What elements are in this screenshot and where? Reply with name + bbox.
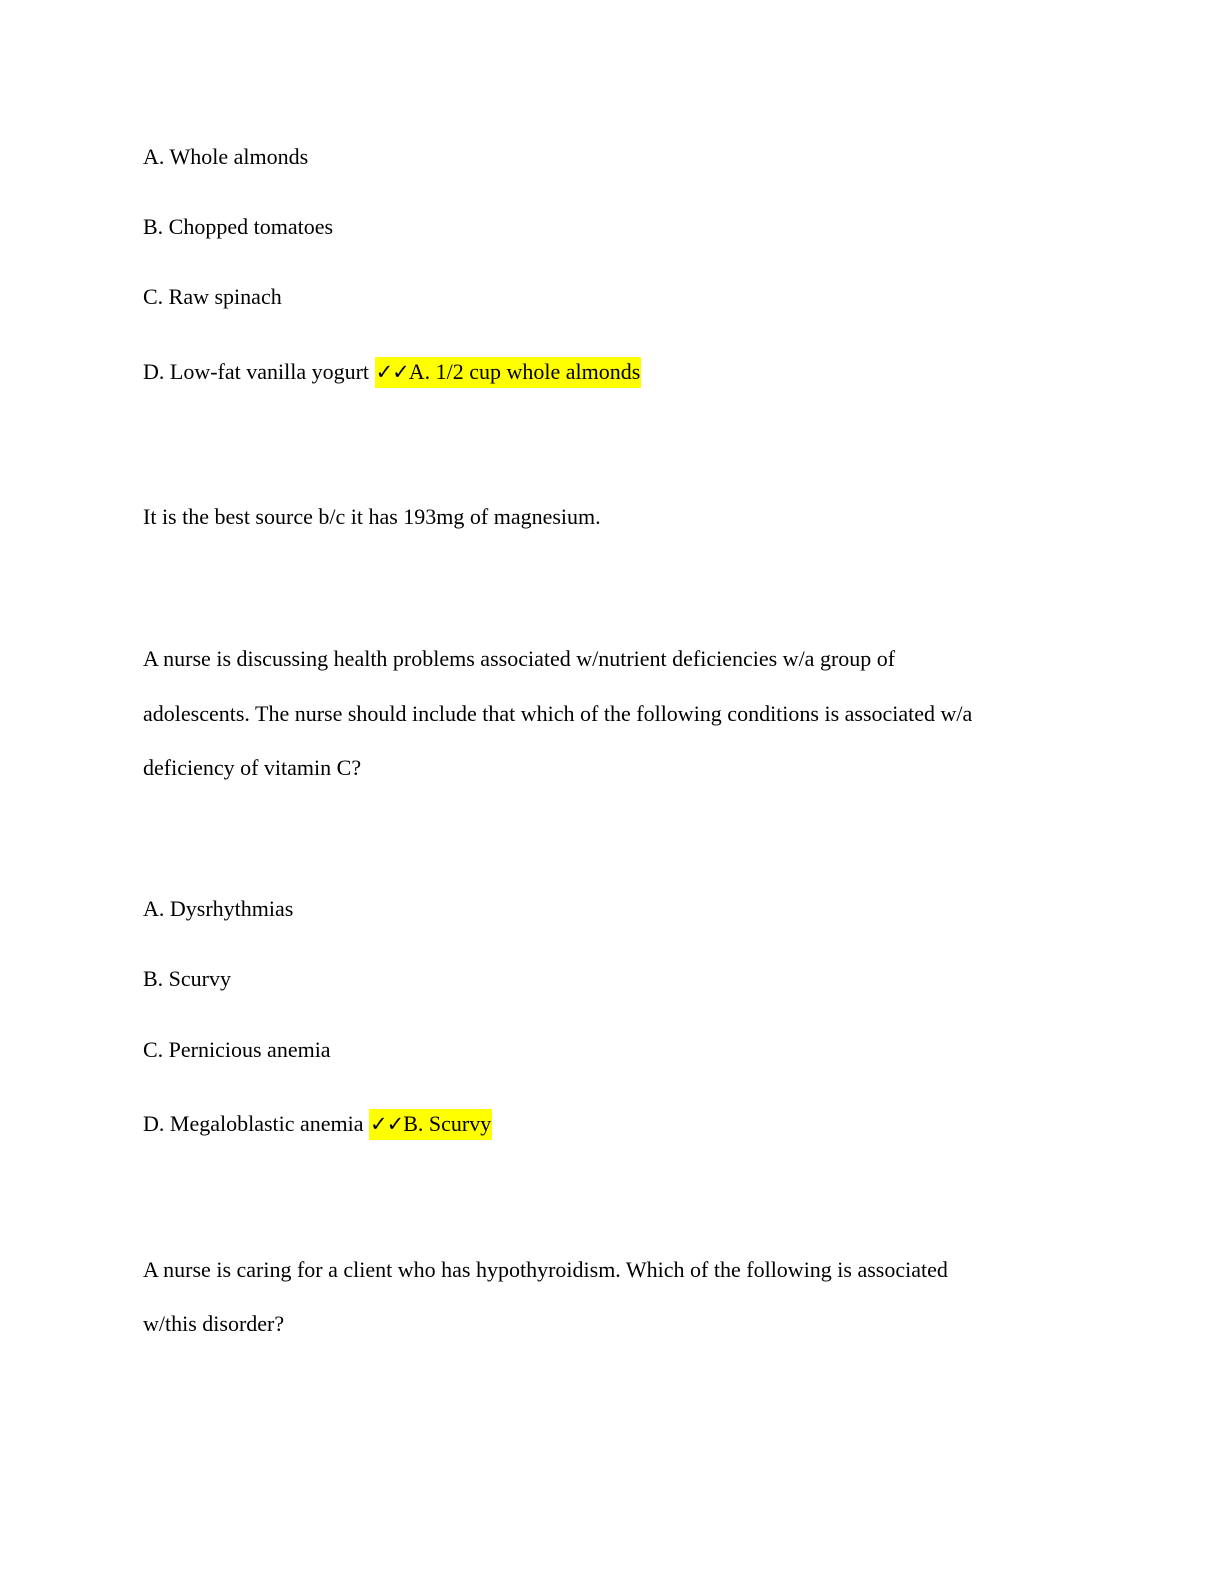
q1-option-b: B. Chopped tomatoes	[143, 214, 334, 239]
double-check-icon: ✓✓	[370, 1112, 404, 1136]
q3-stem-line-1: A nurse is caring for a client who has hypothyroidism. Which of the following is associated	[143, 1257, 948, 1282]
q1-answer-highlight	[375, 357, 642, 388]
q3-stem-line-2: w/this disorder?	[143, 1311, 285, 1336]
q1-rationale: It is the best source b/c it has 193mg of magnesium.	[143, 504, 601, 529]
q1-option-a: A. Whole almonds	[143, 144, 309, 169]
q1-option-d-line	[143, 361, 641, 383]
q2-option-d-line	[143, 1113, 492, 1135]
q2-option-b: B. Scurvy	[143, 966, 231, 991]
q2-stem-line-1: A nurse is discussing health problems associated w/nutrient deficiencies w/a group of	[143, 646, 896, 671]
q1-option-d: D. Low-fat vanilla yogurt	[143, 359, 375, 384]
q1-answer-text: A. 1/2 cup whole almonds	[408, 359, 641, 384]
q2-option-a: A. Dysrhythmias	[143, 896, 294, 921]
q2-option-d: D. Megaloblastic anemia	[143, 1111, 370, 1136]
q2-stem-line-2: adolescents. The nurse should include that which of the following conditions is associated w/a	[143, 701, 973, 726]
q2-option-c: C. Pernicious anemia	[143, 1037, 331, 1062]
q2-stem-line-3: deficiency of vitamin C?	[143, 755, 362, 780]
q2-answer-text: B. Scurvy	[403, 1111, 492, 1136]
double-check-icon: ✓✓	[375, 360, 409, 384]
q1-option-c: C. Raw spinach	[143, 284, 282, 309]
q2-answer-highlight	[369, 1109, 492, 1140]
